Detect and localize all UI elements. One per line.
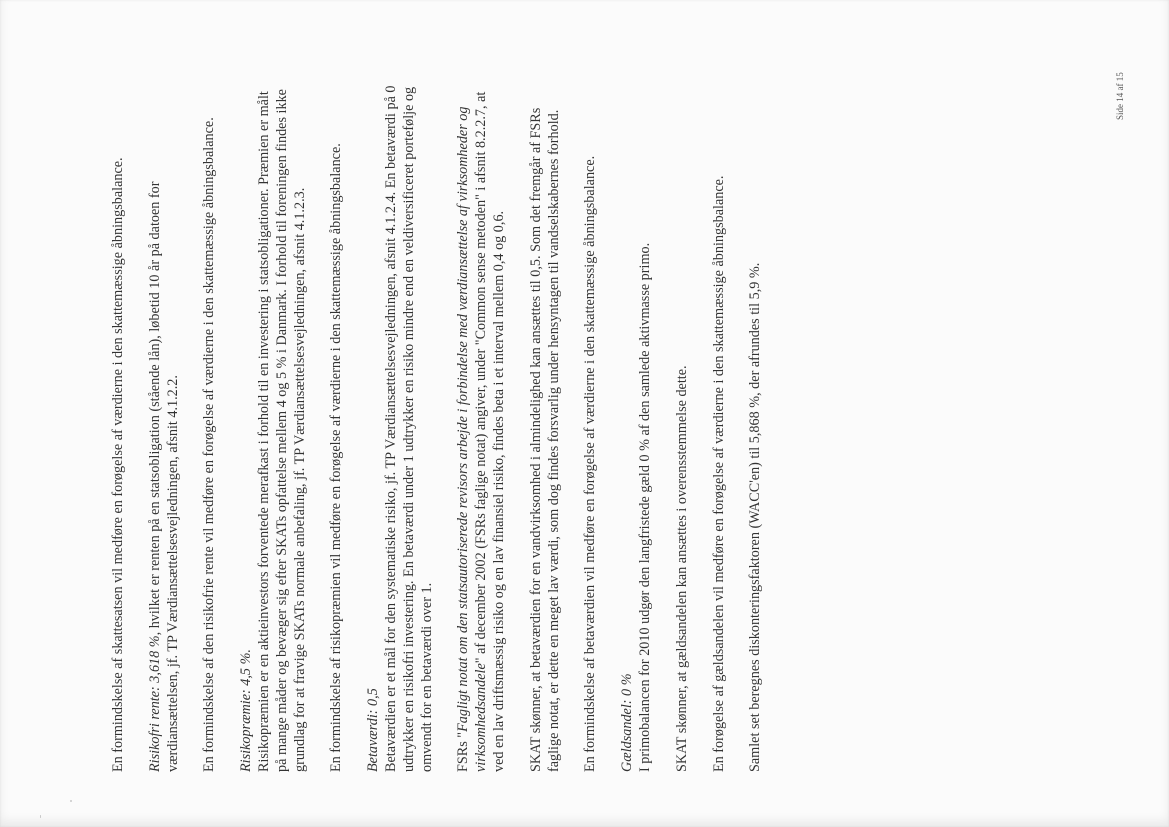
paragraph-heading: Betaværdi: 0,5 bbox=[365, 688, 382, 772]
paragraph-text: En formindskelse af skattesatsen vil medføre en forøgelse af værdierne i den skattemæssige åbningsbalance. bbox=[110, 157, 126, 772]
paragraph-wacc-conclusion bbox=[747, 82, 765, 772]
paragraph-text: SKAT skønner, at gældsandelen kan ansættes i overensstemmelse dette. bbox=[673, 365, 690, 772]
page-number: Side 14 af 15 bbox=[1115, 72, 1125, 120]
paragraph-text: Betaværdien er et mål for den systematiske risiko, jf. TP Værdiansættelsesvejledningen, afsnit 4.1.2.4. En betaværdi på 0 udtrykker en risikofri investering. En betaværdi under 1 udtrykker en risiko mindre end en veldiversificeret portefølje og omvendt for en betaværdi over 1. bbox=[382, 85, 435, 772]
paragraph-heading: Gældsandel: 0 % bbox=[619, 673, 636, 772]
paragraph-risk-free-effect bbox=[201, 82, 219, 772]
paragraph-text: SKAT skønner, at betaværdien for en vandvirksomhed i almindelighed kan ansættes til 0,5. Som det fremgår af FSRs faglige notat, er dette en meget lav værdi, som dog findes forsvarlig under hensyntagen til vandselskabernes forhold. bbox=[527, 107, 562, 772]
scan-speck bbox=[40, 815, 41, 818]
paragraph-beta-value bbox=[365, 82, 436, 772]
paragraph-beta-effect bbox=[582, 82, 600, 772]
paragraph-prefix: FSRs " bbox=[455, 731, 472, 772]
paragraph-text: " af december 2002 (FSRs faglige notat) angiver, under "Common sense metoden" i afsnit 8.2.2.7, at ved en lav driftsmæssig risiko og en lav finansiel risiko, findes beta i et interval mellem 0,4 og 0,6. bbox=[473, 91, 507, 772]
paragraph-skat-debt bbox=[674, 82, 692, 772]
paragraph-text: En forøgelse af gældsandelen vil medføre en forøgelse af værdierne i den skattemæssige åbningsbalance. bbox=[710, 175, 727, 772]
paragraph-tax-rate-effect bbox=[110, 82, 128, 772]
paragraph-heading: Risikopræmie: 4,5 %. bbox=[238, 649, 255, 772]
rotated-text-body bbox=[110, 82, 990, 772]
paragraph-italic-title: Fagligt notat om den statsautoriserede revisors arbejde i forbindelse med værdiansættelse af virksomheder og virksomhedsandele bbox=[455, 106, 490, 772]
scan-speck bbox=[70, 800, 72, 802]
paragraph-risk-premium bbox=[238, 82, 309, 772]
paragraph-text: hvilket er renten på en statsobligation (stående lån), løbetid 10 år på datoen for værdiansættelsen, jf. TP Værdiansættelsesvejledningen, afsnit 4.1.2.2. bbox=[146, 181, 181, 772]
paragraph-text: En formindskelse af risikopræmien vil medføre en forøgelse af værdierne i den skattemæssige åbningsbalance. bbox=[328, 143, 345, 772]
paragraph-text: I primobalancen for 2010 udgør den langfristede gæld 0 % af den samlede aktivmasse primo. bbox=[636, 242, 653, 772]
paragraph-text: En formindskelse af betaværdien vil medføre en forøgelse af værdierne i den skattemæssige åbningsbalance. bbox=[582, 155, 599, 772]
paragraph-debt-share bbox=[619, 82, 655, 772]
paragraph-text: Risikopræmien er en aktieinvestors forventede merafkast i forhold til en investering i statsobligationer. Præmien er målt på mange måder og bevæger sig efter SKATs opfattelse mellem 4 og 5 % i Danmark. I forhold til foreningen findes ikke grundlag for at fravige SKATs normale anbefaling, jf. TP Værdiansættelsesvejledningen, afsnit 4.1.2.3. bbox=[255, 89, 308, 772]
paragraph-risk-free-rate bbox=[147, 82, 183, 772]
paragraph-fsr-note bbox=[455, 82, 508, 772]
paragraph-text: Samlet set beregnes diskonteringsfaktoren (WACC'en) til 5,868 %, der afrundes til 5,9 %. bbox=[747, 262, 764, 772]
paragraph-risk-premium-effect bbox=[328, 82, 346, 772]
paragraph-heading: Risikofri rente: 3,618 %, bbox=[146, 631, 163, 772]
paragraph-text: En formindskelse af den risikofrie rente vil medføre en forøgelse af værdierne i den skattemæssige åbningsbalance. bbox=[201, 117, 218, 772]
paragraph-skat-beta bbox=[528, 82, 564, 772]
paragraph-debt-effect bbox=[711, 82, 729, 772]
